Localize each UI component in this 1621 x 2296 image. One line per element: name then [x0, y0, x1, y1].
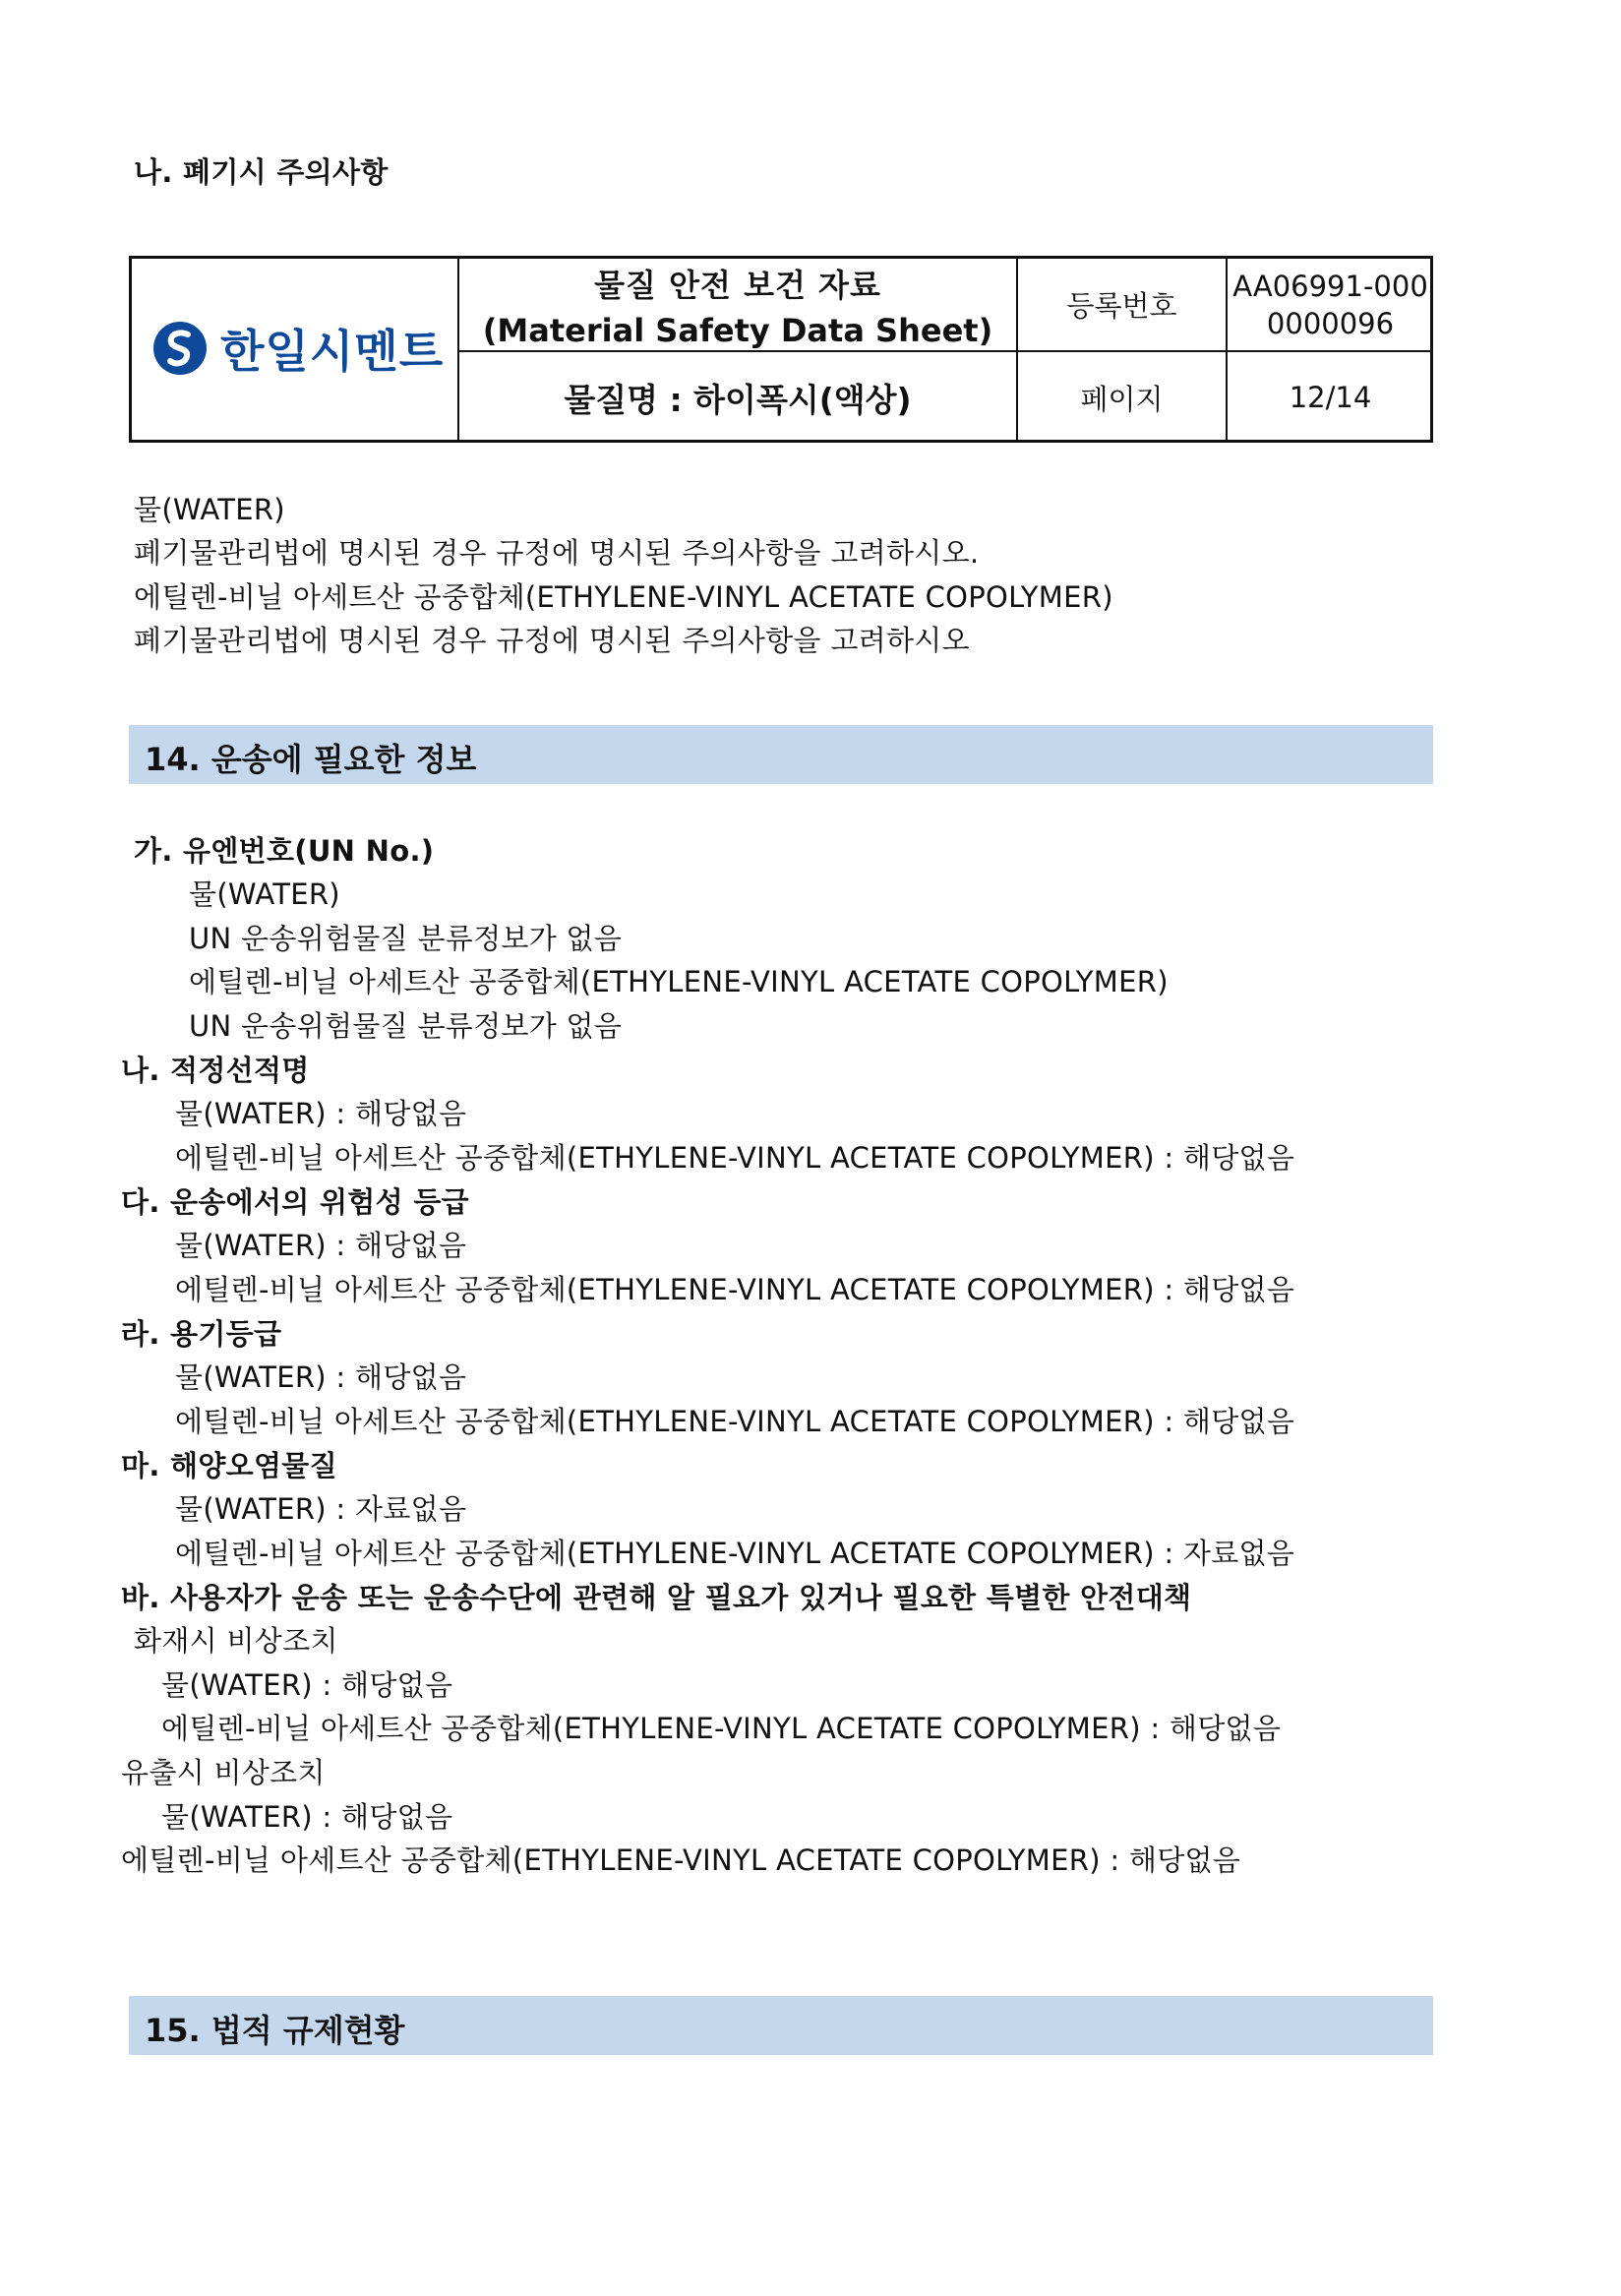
section-15-header	[129, 1996, 1433, 2055]
disposal-line: 폐기물관리법에 명시된 경우 규정에 명시된 주의사항을 고려하시오	[134, 624, 970, 657]
un-number-line: UN 운송위험물질 분류정보가 없음	[189, 1009, 623, 1043]
packing-group-line: 물(WATER) : 해당없음	[175, 1360, 467, 1394]
disposal-line: 물(WATER)	[134, 493, 285, 526]
title-korean: 물질 안전 보건 자료	[594, 266, 881, 304]
disposal-heading: 나. 폐기시 주의사항	[134, 155, 389, 189]
spill-emergency-heading: 유출시 비상조치	[121, 1756, 326, 1789]
spill-emergency-line: 에틸렌-비닐 아세트산 공중합체(ETHYLENE-VINYL ACETATE COPOLYMER) : 해당없음	[121, 1843, 1241, 1877]
company-logo	[151, 316, 444, 381]
title-english: (Material Safety Data Sheet)	[482, 311, 993, 349]
section-14-title: 14. 운송에 필요한 정보	[145, 741, 477, 778]
product-name: 물질명 : 하이폭시(액상)	[564, 380, 912, 419]
shipping-name-heading: 나. 적정선적명	[121, 1054, 310, 1087]
hazard-class-line: 에틸렌-비닐 아세트산 공중합체(ETHYLENE-VINYL ACETATE COPOLYMER) : 해당없음	[175, 1273, 1295, 1306]
hazard-class-heading: 다. 운송에서의 위험성 등급	[121, 1185, 469, 1219]
marine-pollutant-line: 에틸렌-비닐 아세트산 공중합체(ETHYLENE-VINYL ACETATE COPOLYMER) : 자료없음	[175, 1537, 1295, 1570]
disposal-line: 에틸렌-비닐 아세트산 공중합체(ETHYLENE-VINYL ACETATE COPOLYMER)	[134, 580, 1113, 614]
un-number-line: 물(WATER)	[189, 877, 340, 911]
fire-emergency-line: 에틸렌-비닐 아세트산 공중합체(ETHYLENE-VINYL ACETATE COPOLYMER) : 해당없음	[161, 1712, 1282, 1745]
section-14-header	[129, 725, 1433, 784]
marine-pollutant-heading: 마. 해양오염물질	[121, 1449, 337, 1482]
packing-group-line: 에틸렌-비닐 아세트산 공중합체(ETHYLENE-VINYL ACETATE COPOLYMER) : 해당없음	[175, 1405, 1295, 1438]
shipping-name-line: 에틸렌-비닐 아세트산 공중합체(ETHYLENE-VINYL ACETATE COPOLYMER) : 해당없음	[175, 1141, 1295, 1175]
registration-label: 등록번호	[1066, 289, 1177, 323]
un-number-line: 에틸렌-비닐 아세트산 공중합체(ETHYLENE-VINYL ACETATE COPOLYMER)	[189, 965, 1169, 998]
logo-text: 한일시멘트	[220, 325, 445, 378]
marine-pollutant-line: 물(WATER) : 자료없음	[175, 1492, 467, 1526]
fire-emergency-line: 물(WATER) : 해당없음	[161, 1668, 453, 1702]
registration-number	[1228, 259, 1433, 350]
special-precautions-heading: 바. 사용자가 운송 또는 운송수단에 관련해 알 필요가 있거나 필요한 특별한 안전대책	[121, 1581, 1192, 1614]
un-number-line: UN 운송위험물질 분류정보가 없음	[189, 922, 623, 955]
document-header-table	[129, 256, 1433, 443]
registration-number-line-2: 0000096	[1266, 306, 1395, 340]
registration-number-line-1: AA06991-000	[1232, 269, 1428, 303]
un-number-heading: 가. 유엔번호(UN No.)	[134, 834, 435, 868]
packing-group-heading: 라. 용기등급	[121, 1317, 282, 1351]
spill-emergency-line: 물(WATER) : 해당없음	[161, 1800, 453, 1834]
page-number: 12/14	[1289, 381, 1372, 414]
disposal-line: 폐기물관리법에 명시된 경우 규정에 명시된 주의사항을 고려하시오.	[134, 536, 980, 570]
hanil-logo-icon	[151, 320, 209, 377]
section-15-title: 15. 법적 규제현황	[145, 2012, 405, 2049]
hazard-class-line: 물(WATER) : 해당없음	[175, 1229, 467, 1262]
page-label: 페이지	[1080, 382, 1164, 416]
shipping-name-line: 물(WATER) : 해당없음	[175, 1097, 467, 1130]
title-cell	[459, 259, 1016, 350]
fire-emergency-heading: 화재시 비상조치	[134, 1624, 338, 1658]
